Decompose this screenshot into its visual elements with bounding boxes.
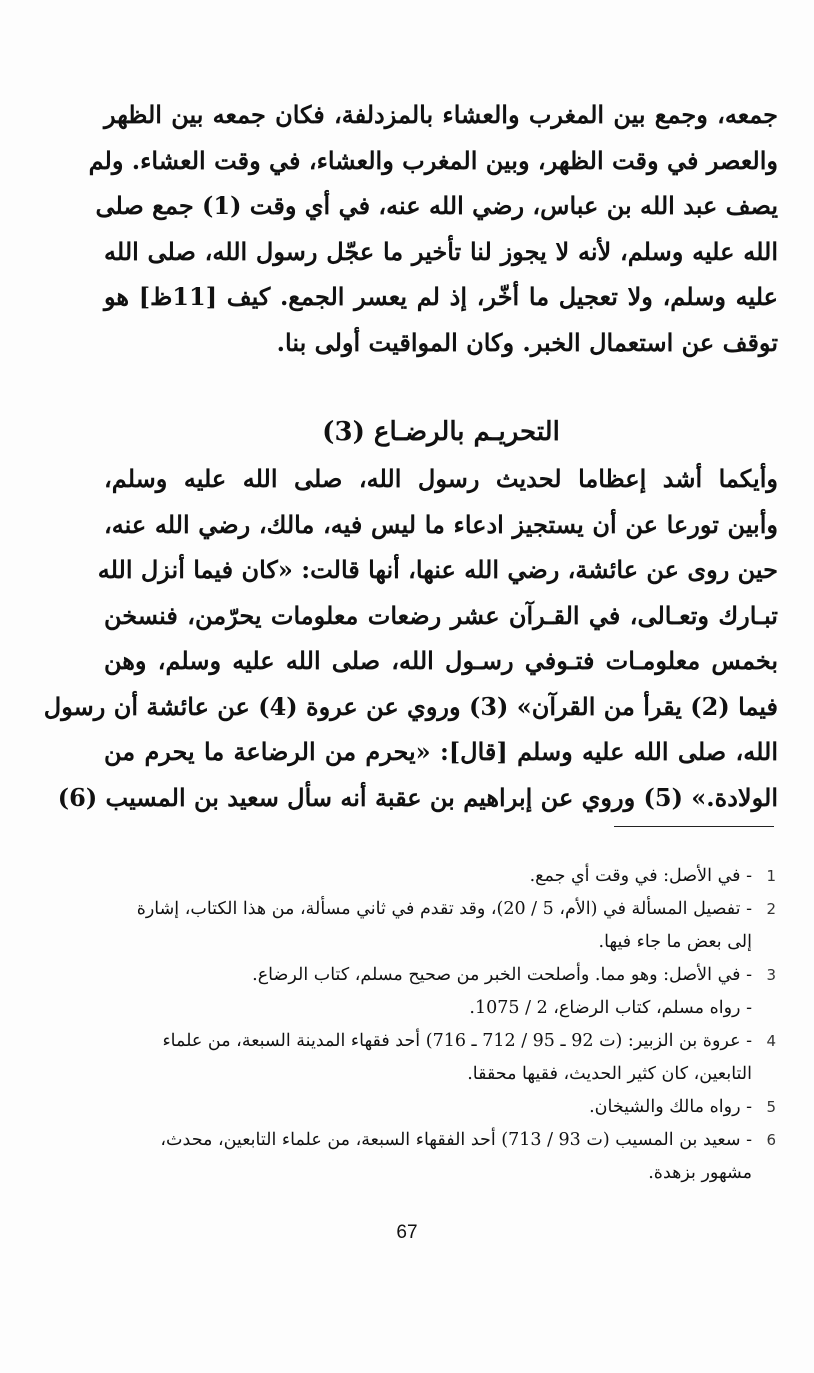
text-line: وأيكما أشد إعظاما لحديث رسول الله، صلى الله عليه وسلم،: [104, 464, 778, 493]
footnote-number: 2: [766, 900, 776, 918]
footnote-line: - سعيد بن المسيب (ت 93 / 713) أحد الفقهاء السبعة، من علماء التابعين، محدث،: [160, 1130, 752, 1150]
paragraph-section: [43, 456, 779, 820]
text-line: بخمس معلومـات فتـوفي رسـول الله، صلى الله عليه وسلم، وهن: [104, 646, 779, 675]
text-line: تبـارك وتعـالى، في القـرآن عشر رضعات معلومات يحرّمن، فنسخن: [104, 600, 778, 630]
footnote: [108, 959, 776, 992]
footnote-line: - في الأصل: في وقت أي جمع.: [529, 866, 752, 886]
footnote: [108, 1124, 776, 1190]
text-line: يصف عبد الله بن عباس، رضي الله عنه، في أي وقت (1) جمع صلى: [95, 191, 778, 220]
text-line: فيما (2) يقرأ من القرآن» (3) وروي عن عروة (4) عن عائشة أن رسول: [43, 691, 778, 721]
page-number: 67: [396, 1222, 418, 1243]
text-line: والعصر في وقت الظهر، وبين المغرب والعشاء، في وقت العشاء. ولم: [88, 145, 778, 175]
section-title: التحريـم بالرضـاع (3): [322, 417, 560, 447]
text-line: الله عليه وسلم، لأنه لا يجوز لنا تأخير ما عجّل رسول الله، صلى الله: [104, 236, 779, 266]
footnote-number: 3: [766, 966, 776, 984]
text-line: الله، صلى الله عليه وسلم [قال]: «يحرم من الرضاعة ما يحرم من: [104, 737, 779, 766]
footnote-number: 1: [766, 867, 776, 885]
footnote: [108, 1091, 776, 1124]
footnotes: [108, 860, 776, 1190]
footnote-number: 5: [766, 1098, 776, 1116]
footnote: [108, 893, 776, 959]
footnote-line: - في الأصل: وهو مما. وأصلحت الخبر من صحيح مسلم، كتاب الرضاع.: [252, 965, 752, 985]
footnote-line: - تفصيل المسألة في (الأم، 5 / 20)، وقد تقدم في ثاني مسألة، من هذا الكتاب، إشارة: [136, 899, 752, 919]
footnote-line: مشهور بزهدة.: [648, 1163, 752, 1183]
footnote-number: 4: [766, 1032, 776, 1050]
text-line: الولادة.» (5) وروي عن إبراهيم بن عقبة أنه سأل سعيد بن المسيب (6): [57, 782, 778, 812]
text-line: جمعه، وجمع بين المغرب والعشاء بالمزدلفة، فكان جمعه بين الظهر: [104, 100, 779, 129]
footnote-line: - رواه مالك والشيخان.: [589, 1097, 752, 1117]
footnote-line: - عروة بن الزبير: (ت 92 ـ 95 / 712 ـ 716) أحد فقهاء المدينة السبعة، من علماء: [162, 1031, 752, 1051]
text-line: وأبين تورعا عن أن يستجيز ادعاء ما ليس فيه، مالك، رضي الله عنه،: [104, 509, 778, 539]
footnote-line: إلى بعض ما جاء فيها.: [598, 932, 752, 952]
text-line: عليه وسلم، ولا تعجيل ما أخّر، إذ لم يعسر الجمع. كيف [11ظ] هو: [104, 282, 778, 311]
paragraph-opening: [88, 92, 779, 365]
footnote-line: - رواه مسلم، كتاب الرضاع، 2 / 1075.: [469, 998, 752, 1018]
footnote-number: 6: [766, 1131, 776, 1149]
footnote: [108, 992, 776, 1025]
text-line: حين روى عن عائشة، رضي الله عنها، أنها قالت: «كان فيما أنزل الله: [97, 555, 778, 584]
footnote: [108, 1025, 776, 1091]
footnote-line: التابعين، كان كثير الحديث، فقيها محققا.: [467, 1064, 752, 1084]
footnote: [108, 860, 776, 893]
text-line: توقف عن استعمال الخبر. وكان المواقيت أولى بنا.: [276, 327, 778, 357]
footnote-divider: [614, 826, 774, 827]
